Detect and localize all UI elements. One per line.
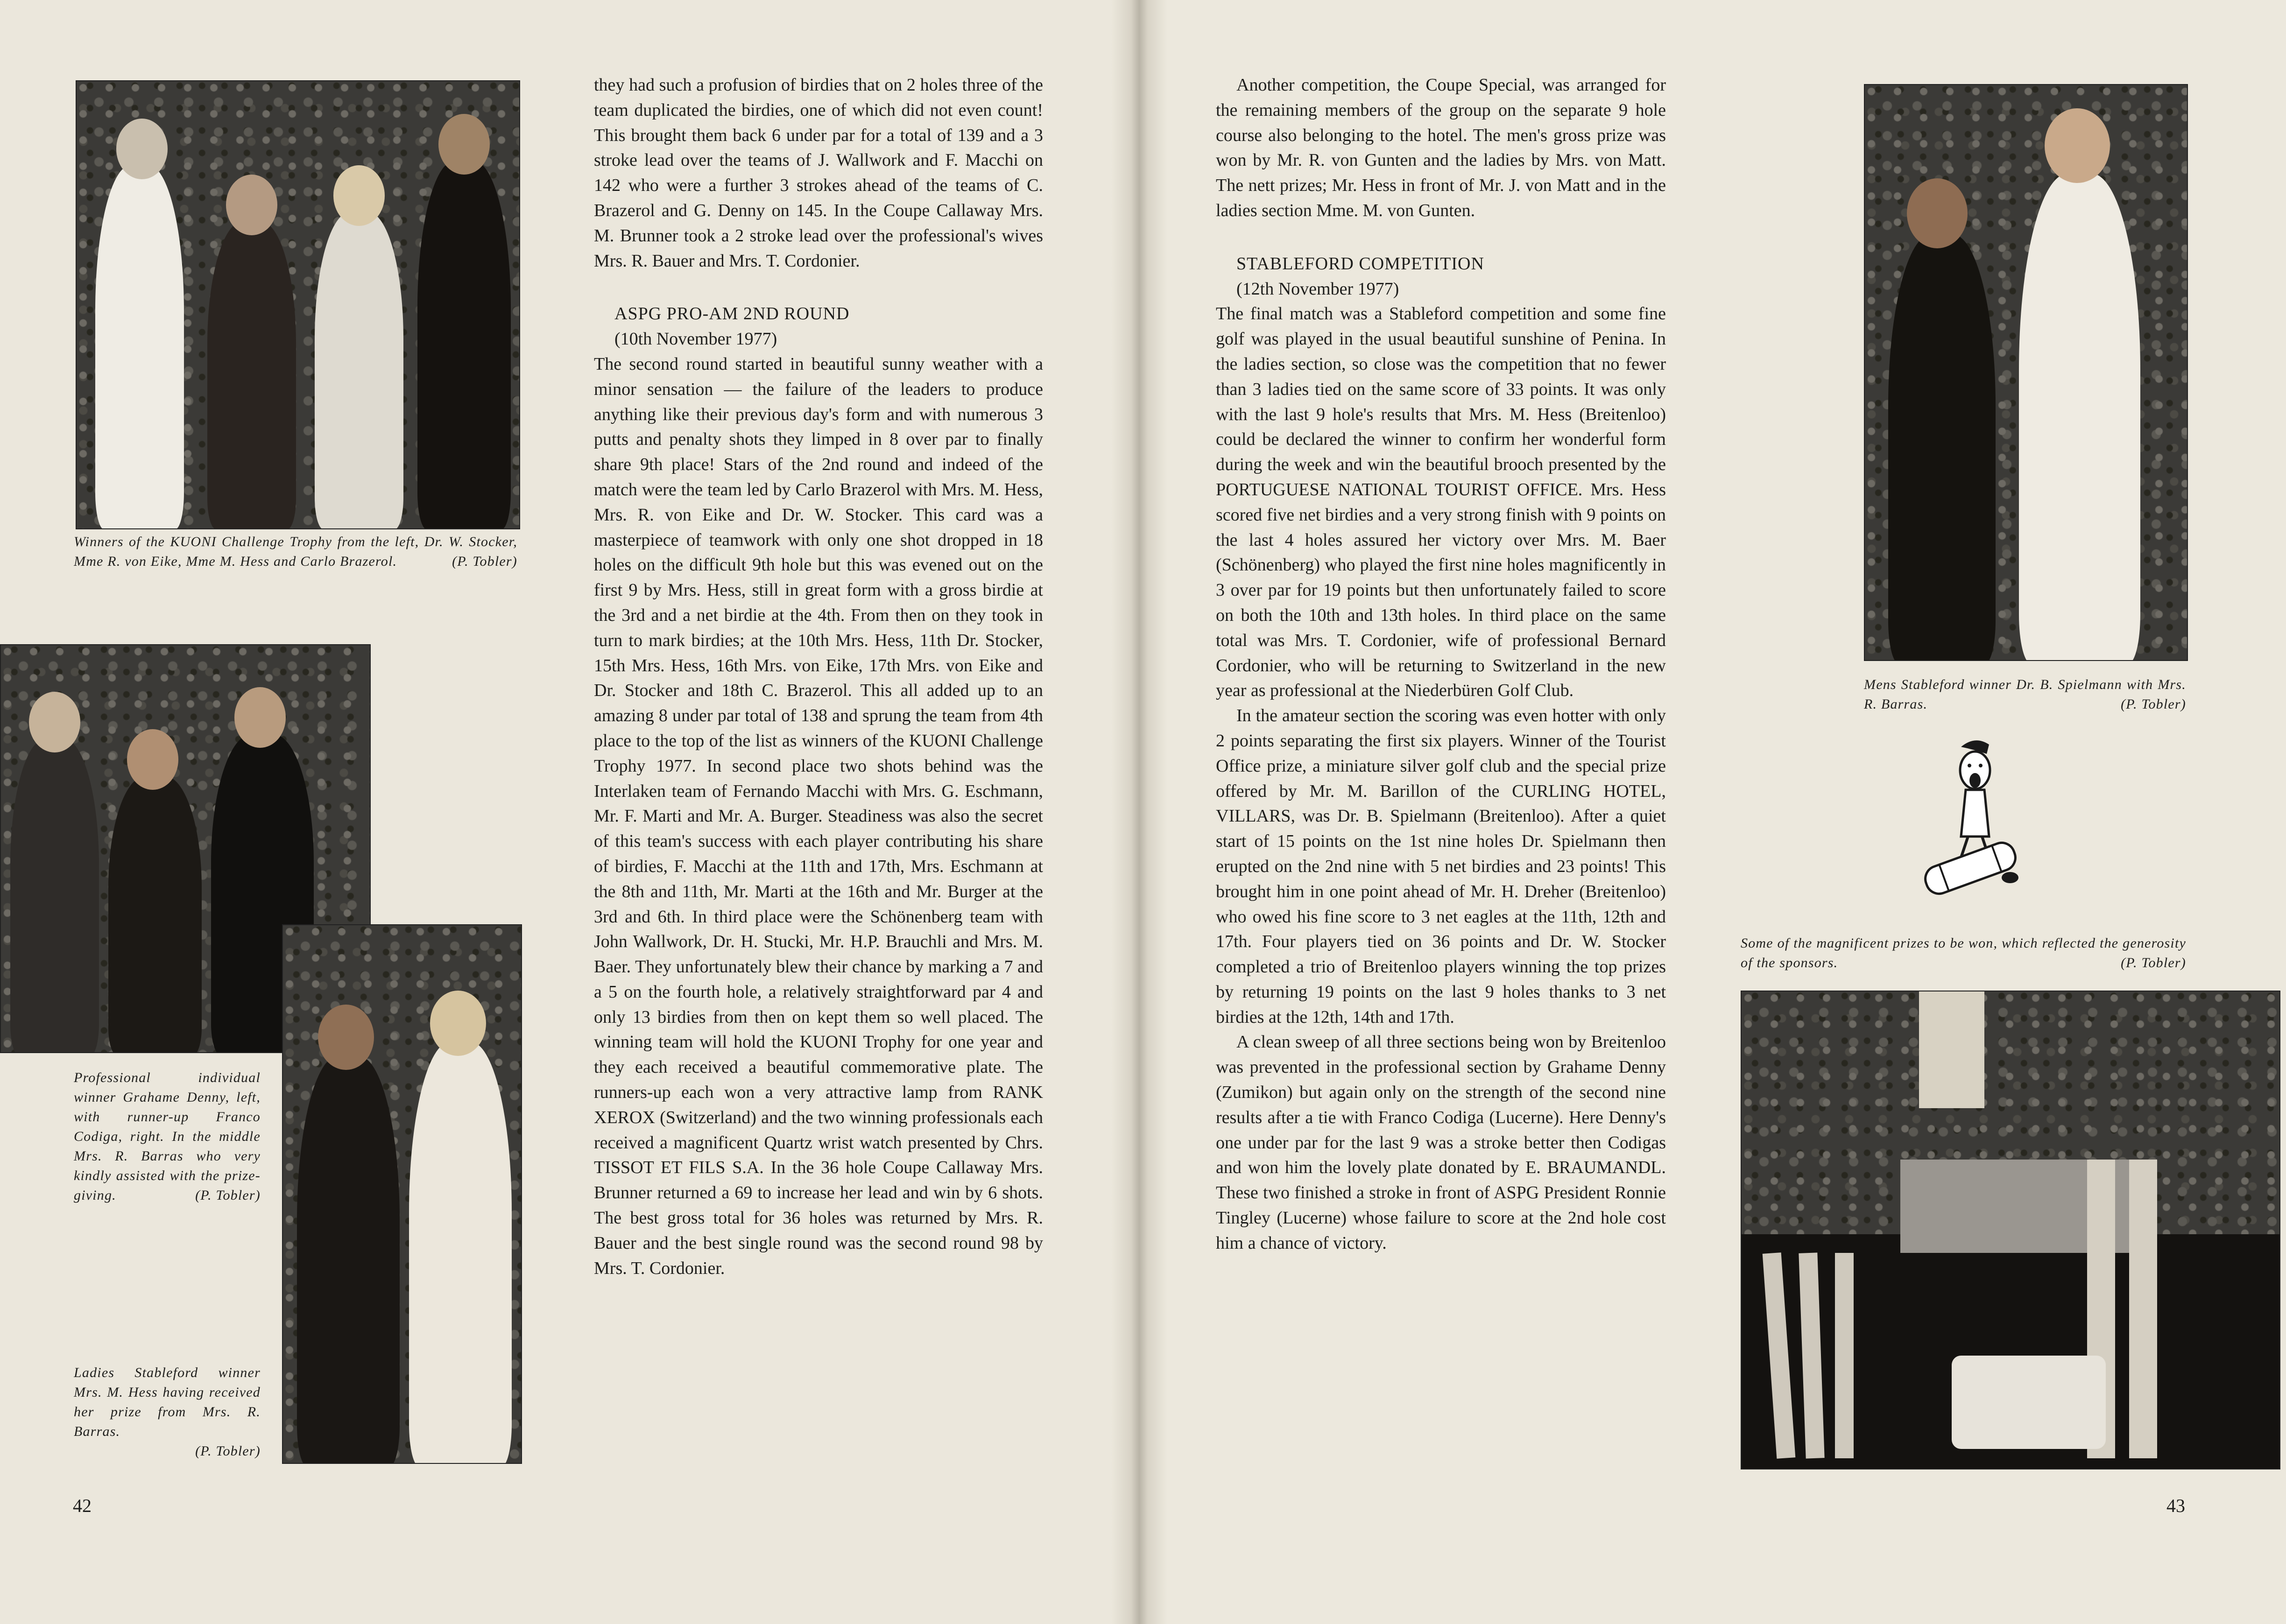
caption-ladies-stableford (74, 1363, 261, 1461)
book-gutter (1111, 0, 1167, 1624)
right-article-column (1216, 73, 1666, 1256)
photo-credit: (P. Tobler) (195, 1188, 261, 1203)
caption-text: Professional individual winner Grahame Denny, left, with runner-up Franco Codiga, right. In the middle Mrs. R. Barras who very kindly assisted with the prize-giving. (74, 1070, 261, 1203)
paragraph: they had such a profusion of birdies that on 2 holes three of the team duplicated the birdies, one of which did not even count! This brought them back 6 under par for a total of 139 and a 3 stroke lead over the teams of J. Wallwork and F. Macchi on 142 who were a further 3 strokes ahead of the teams of C. Brazerol and G. Denny on 145. In the Coupe Callaway Mrs. M. Brunner took a 2 stroke lead over the professional's wives Mrs. R. Bauer and Mrs. T. Cordonier. (594, 75, 1043, 271)
caption-prizes (1741, 934, 2186, 973)
photo-mens-stableford (1864, 84, 2188, 661)
photo-ladies-stableford (282, 924, 522, 1464)
page-number: 42 (73, 1495, 92, 1516)
page-number: 43 (2166, 1495, 2185, 1516)
caption-professional-winner (74, 1068, 261, 1205)
caption-mens-stableford (1864, 675, 2186, 714)
photo-credit: (P. Tobler) (2121, 696, 2186, 712)
caption-text: Some of the magnificent prizes to be won, which reflected the generosity of the sponsors. (1741, 935, 2186, 970)
section-date: (12th November 1977) (1236, 279, 1399, 299)
caption-text: Mens Stableford winner Dr. B. Spielmann with Mrs. R. Barras. (1864, 677, 2186, 712)
section-date: (10th November 1977) (614, 329, 777, 349)
photo-credit: (P. Tobler) (195, 1443, 261, 1459)
photo-credit: (P. Tobler) (2121, 955, 2186, 970)
photo-kuoni-winners (76, 80, 520, 529)
caption-kuoni-winners (74, 532, 517, 571)
caption-text: Winners of the KUONI Challenge Trophy from the left, Dr. W. Stocker, Mme R. von Eike, Mme M. Hess and Carlo Brazerol. (74, 534, 517, 569)
paragraph: Another competition, the Coupe Special, was arranged for the remaining members of the group on the separate 9 hole course also belonging to the hotel. The men's gross prize was won by Mr. R. von Gunten and the ladies by Mrs. von Matt. The nett prizes; Mr. Hess in front of Mr. J. von Matt and in the ladies section Mme. M. von Gunten. (1216, 75, 1666, 220)
paragraph: A clean sweep of all three sections being won by Breitenloo was prevented in the professional section by Grahame Denny (Zumikon) but again only on the strength of the second nine results after a tie with Franco Codiga (Lucerne). Here Denny's one under par for the last 9 was a stroke better then Codigas and won him the lovely plate donated by E. BRAUMANDL. These two finished a stroke in front of ASPG President Ronnie Tingley (Lucerne) whose failure to score at the 2nd hole cost him a chance of victory. (1216, 1032, 1666, 1253)
photo-prizes (1741, 991, 2280, 1469)
left-article-column (594, 73, 1043, 1281)
section-title: STABLEFORD COMPETITION (1236, 253, 1484, 274)
golfer-cartoon-icon (1905, 738, 2036, 906)
paragraph: The final match was a Stableford competition and some fine golf was played in the usual beautiful sunshine of Penina. In the ladies section, so close was the competition that no fewer than 3 ladies tied on the same score of 33 points. It was only with the last 9 hole's results that Mrs. M. Hess (Breitenloo) could be declared the winner to confirm her wonderful form during the week and win the beautiful brooch presented by the PORTUGUESE NATIONAL TOURIST OFFICE. Mrs. Hess scored five net birdies and a very strong finish with 9 points on the last 4 holes assured her victory over Mrs. M. Baer (Schönenberg) who played the first nine holes magnificently in 3 over par for 19 points but then unfortunately failed to score on both the 10th and 13th holes. In third place on the same total was Mrs. T. Cordonier, wife of professional Bernard Cordonier, who will be returning to Switzerland in the new year as professional at the Niederbüren Golf Club. (1216, 304, 1666, 701)
section-title: ASPG PRO-AM 2ND ROUND (614, 304, 850, 324)
photo-credit: (P. Tobler) (452, 554, 517, 569)
paragraph: The second round started in beautiful sunny weather with a minor sensation — the failure of the leaders to produce anything like their previous day's form and with numerous 3 putts and penalty shots they limped in 8 over par to finally share 9th place! Stars of the 2nd round and indeed of the match were the team led by Carlo Brazerol with Mrs. M. Hess, Mrs. R. von Eike and Dr. W. Stocker. This card was a masterpiece of teamwork with only one shot dropped in 18 holes on the difficult 9th hole but this was evened out on the first 9 by Mrs. Hess, still in great form with a gross birdie at the 3rd and a net birdie at the 4th. From then on they took in turn to mark birdies; at the 10th Mrs. Hess, 11th Dr. Stocker, 15th Mrs. Hess, 16th Mrs. von Eike, 17th Mrs. von Eike and Dr. Stocker and 18th C. Brazerol. This all added up to an amazing 8 under par total of 138 and sprung the team from 4th place to the top of the list as winners of the KUONI Challenge Trophy 1977. In second place two shots behind was the Interlaken team of Fernando Macchi with Mrs. G. Eschmann, Mr. F. Marti and Mr. A. Burger. Steadiness was also the secret of this team's success with each player contributing his share of birdies, F. Macchi at the 11th and 17th, Mrs. Eschmann at the 8th and 11th, Mr. Marti at the 16th and Mr. Burger at the 3rd and 6th. In third place were the Schönenberg team with John Wallwork, Dr. H. Stucki, Mr. H.P. Brauchli and Mrs. M. Baer. They unfortunately blew their chance by marking a 7 and a 5 on the fourth hole, a relatively straightforward par 4 and only 13 birdies from then on kept them so well placed. The winning team will hold the KUONI Trophy for one year and they each received a beautiful commemorative plate. The runners-up each won a very attractive lamp from RANK XEROX (Switzerland) and the two winning professionals each received a magnificent Quartz wrist watch presented by Chrs. TISSOT ET FILS S.A. In the 36 hole Coupe Callaway Mrs. Brunner returned a 69 to increase her lead and win by 6 shots. The best gross total for 36 holes was returned by Mrs. R. Bauer and the best single round was the second round 98 by Mrs. T. Cordonier. (594, 354, 1043, 1278)
paragraph: In the amateur section the scoring was even hotter with only 2 points separating the first six players. Winner of the Tourist Office prize, a miniature silver golf club and the special prize offered by Mr. M. Barillon of the CURLING HOTEL, VILLARS, was Dr. B. Spielmann (Breitenloo). After a quiet start of 15 points on the 1st nine holes Dr. Spielmann then erupted on the 2nd nine with 5 net birdies and 23 points! This brought him in one point ahead of Mr. H. Dreher (Breitenloo) who owed his fine score to 3 net eagles at the 11th, 12th and 17th. Four players tied on 36 points and Dr. W. Stocker completed a trio of Breitenloo players winning the top prizes by returning 19 points on the last 9 holes thanks to 3 net birdies at the 12th, 14th and 17th. (1216, 706, 1666, 1027)
caption-text: Ladies Stableford winner Mrs. M. Hess having received her prize from Mrs. R. Barras. (74, 1365, 261, 1439)
